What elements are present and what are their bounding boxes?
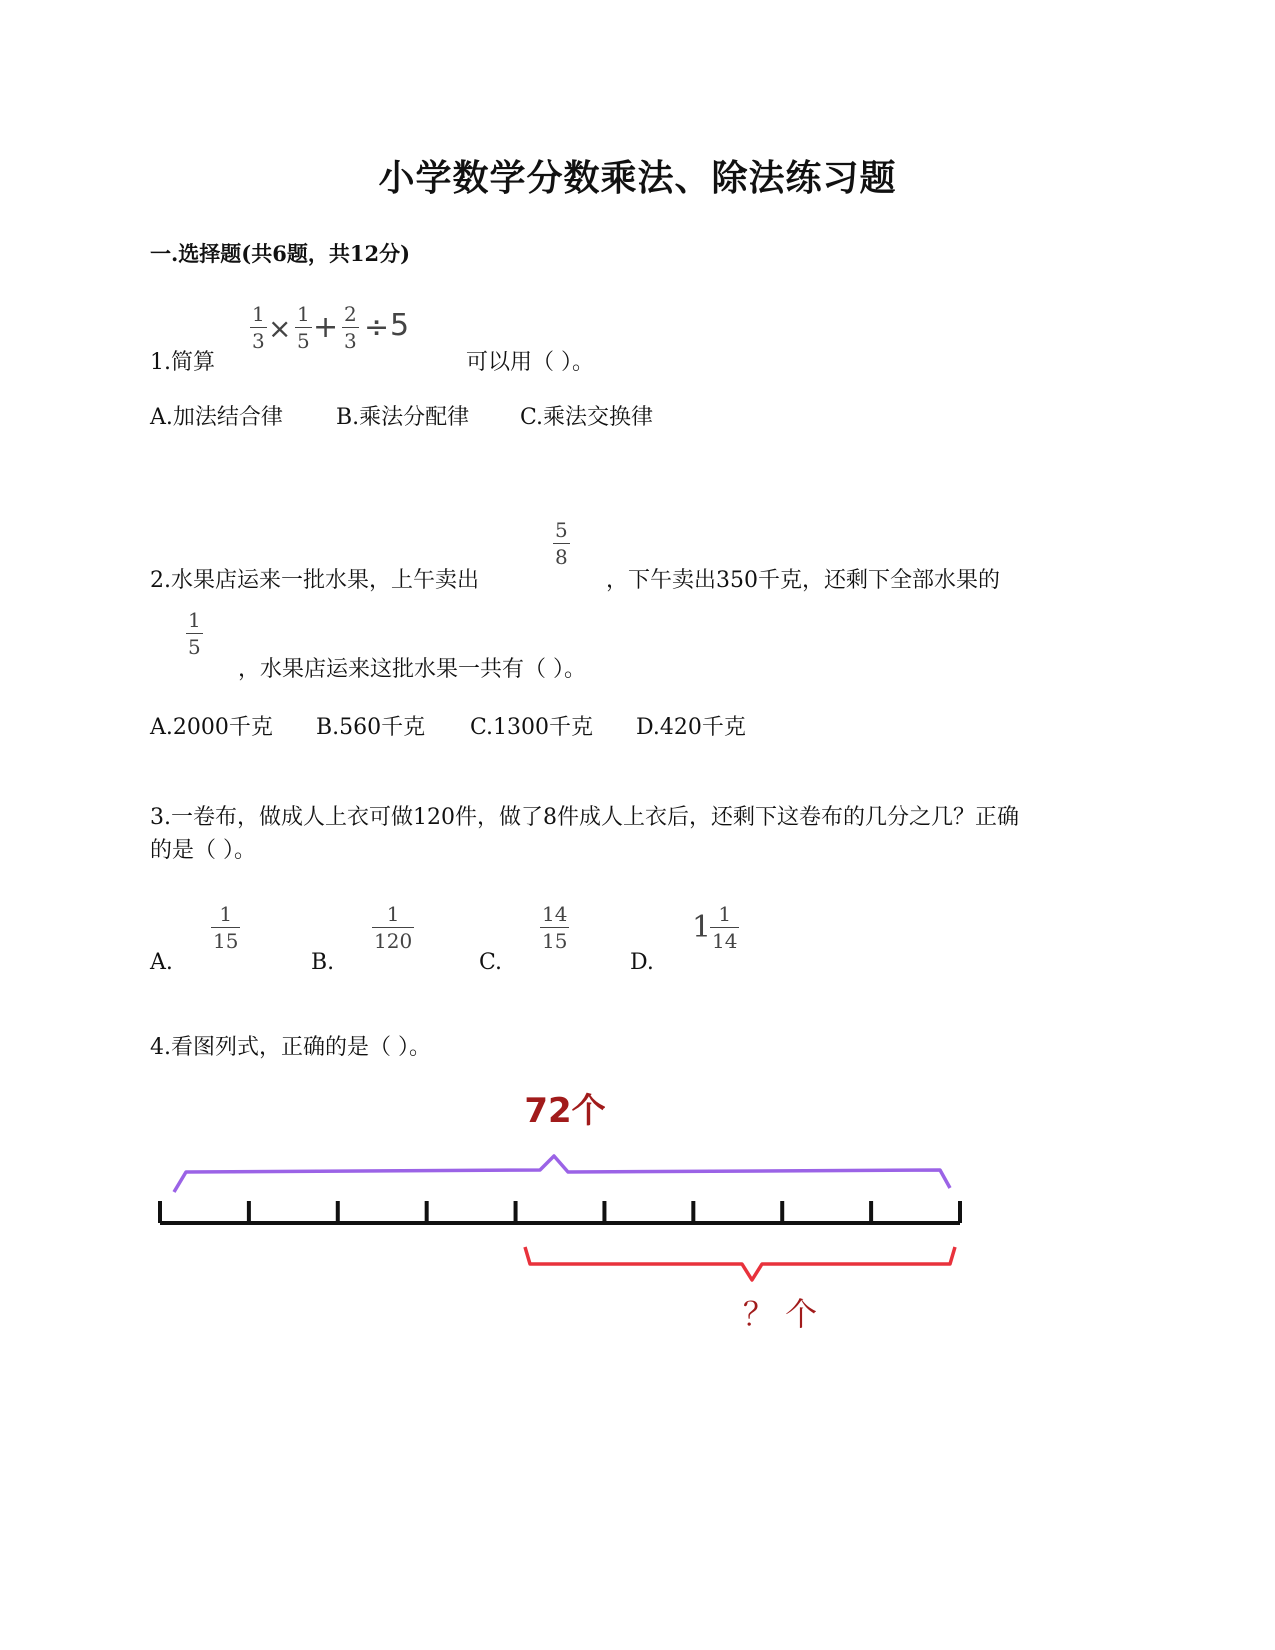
section-heading: 一.选择题(共6题，共12分): [150, 241, 411, 266]
option-d-letter: D.: [630, 950, 654, 975]
divide-symbol: ÷: [364, 310, 390, 345]
option-d-whole: 1: [692, 910, 712, 945]
fraction: 1 5: [297, 302, 310, 353]
option-a: A.2000千克: [150, 715, 273, 740]
number-line: [160, 1201, 960, 1223]
fraction: 1 3: [252, 302, 265, 353]
option-a: A.加法结合律: [150, 405, 283, 430]
option-c: C.1300千克: [470, 715, 594, 740]
option-b: B.560千克: [316, 715, 426, 740]
option-a-letter: A.: [150, 950, 173, 975]
segment-diagram: [150, 1080, 980, 1340]
q1-suffix: 可以用（ ）。: [466, 350, 594, 375]
fraction: 1 5: [188, 608, 201, 659]
times-symbol: ×: [268, 312, 292, 345]
fraction: 5 8: [555, 518, 568, 569]
option-b-fraction: 1 120: [374, 902, 413, 953]
option-b: B.乘法分配律: [336, 405, 470, 430]
q4-text: 4.看图列式，正确的是（ ）。: [150, 1035, 431, 1060]
q3-text-line1: 3.一卷布，做成人上衣可做120件，做了8件成人上衣后，还剩下这卷布的几分之几？正确: [150, 805, 1019, 830]
q1-expression: [250, 304, 430, 354]
option-c-letter: C.: [479, 950, 503, 975]
q3-text-line2: 的是（ ）。: [150, 838, 256, 863]
question-label: ？ 个: [742, 1295, 818, 1333]
fraction: 2 3: [344, 302, 357, 353]
total-brace: [174, 1156, 950, 1192]
operand-five: 5: [390, 308, 410, 343]
option-c: C.乘法交换律: [520, 405, 654, 430]
option-b-letter: B.: [311, 950, 335, 975]
option-d: D.420千克: [636, 715, 746, 740]
q2-text-part2: ，下午卖出350千克，还剩下全部水果的: [606, 568, 1000, 593]
option-d-fraction: 1 14: [712, 902, 738, 953]
option-a-fraction: 1 15: [213, 902, 239, 953]
q2-text-part3: ，水果店运来这批水果一共有（ ）。: [238, 657, 586, 682]
part-brace: [525, 1247, 955, 1280]
option-c-fraction: 14 15: [542, 902, 568, 953]
plus-symbol: +: [313, 310, 339, 345]
q2-text-part1: 2.水果店运来一批水果，上午卖出: [150, 568, 479, 593]
q1-prefix: 1.简算: [150, 350, 215, 375]
total-label: 72个: [524, 1091, 606, 1131]
page-title: 小学数学分数乘法、除法练习题: [378, 157, 897, 199]
